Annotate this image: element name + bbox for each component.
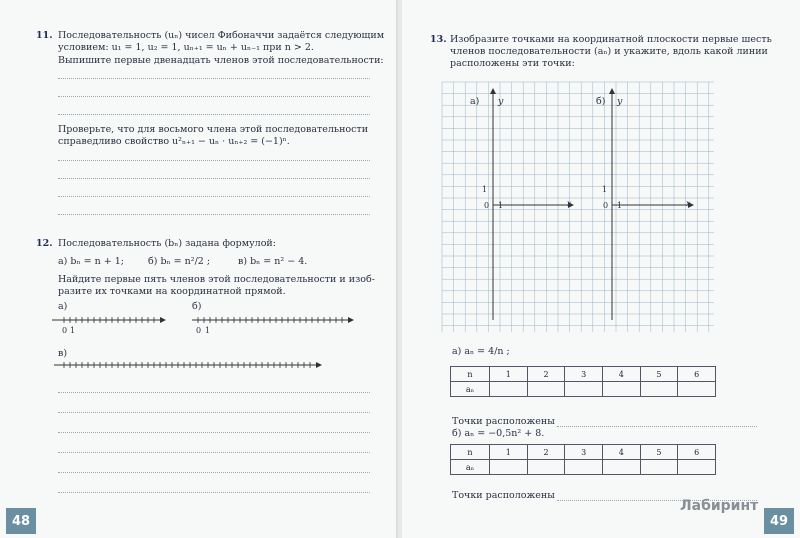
table-row	[451, 367, 716, 382]
arrow-icon	[160, 317, 166, 323]
graph-a-label: а)	[470, 96, 480, 107]
axis-y-label: y	[498, 96, 504, 107]
publisher-logo: Лабиринт	[680, 498, 759, 514]
axis-zero: 0	[62, 326, 68, 335]
task-12-instruction: разите их точками на координатной прямой.	[58, 286, 286, 297]
table-cell-input[interactable]	[678, 382, 716, 397]
values-table-a	[450, 366, 716, 397]
table-cell-input[interactable]	[640, 460, 678, 475]
table-cell-input[interactable]	[602, 460, 640, 475]
table-cell: aₙ	[451, 382, 490, 397]
number-line-a-label: а)	[58, 301, 68, 312]
values-table-b	[450, 444, 716, 475]
page-number-right: 49	[764, 508, 794, 534]
task-13-text: членов последовательности (aₙ) и укажите, вдоль какой линии	[450, 46, 768, 57]
right-page	[402, 0, 800, 538]
number-line-b-label: б)	[192, 301, 202, 312]
table-row	[451, 382, 716, 397]
arrow-icon	[490, 88, 496, 94]
grid-lines	[442, 82, 714, 332]
table-cell: n	[451, 445, 490, 460]
table-cell: 4	[602, 445, 640, 460]
task-11-text: Выпишите первые двенадцать членов этой последовательности:	[58, 55, 384, 66]
table-cell: 2	[527, 445, 565, 460]
table-row	[451, 460, 716, 475]
table-cell: 6	[678, 367, 716, 382]
table-cell-input[interactable]	[490, 460, 528, 475]
formula-b: б) bₙ = n²/2 ;	[148, 256, 211, 267]
part-a-formula: а) aₙ = 4/n ;	[452, 346, 510, 357]
number-lines	[0, 0, 398, 538]
axis-one: 1	[70, 326, 76, 335]
points-text: Точки расположены	[452, 416, 555, 427]
answer-line[interactable]	[58, 492, 370, 493]
table-cell-input[interactable]	[640, 382, 678, 397]
table-cell: 3	[565, 367, 603, 382]
left-page	[0, 0, 398, 538]
table-cell: n	[451, 367, 490, 382]
task-11-check: справедливо свойство u²ₙ₊₁ − uₙ · uₙ₊₂ = (−1)ⁿ.	[58, 136, 290, 147]
axis-y-label: y	[617, 96, 623, 107]
table-cell: 3	[565, 445, 603, 460]
table-cell: 4	[602, 367, 640, 382]
table-cell-input[interactable]	[490, 382, 528, 397]
axis-zero: 0	[484, 201, 490, 210]
task-12-instruction: Найдите первые пять членов этой последовательности и изоб-	[58, 274, 375, 285]
table-cell-input[interactable]	[527, 460, 565, 475]
task-13-number: 13.	[430, 34, 447, 45]
task-11-number: 11.	[36, 30, 53, 41]
answer-line[interactable]	[557, 426, 757, 427]
formula-c: в) bₙ = n² − 4.	[238, 256, 308, 267]
formula-a: а) bₙ = n + 1;	[58, 256, 124, 267]
axis-zero: 0	[196, 326, 202, 335]
task-12-text: Последовательность (bₙ) задана формулой:	[58, 238, 276, 249]
table-cell-input[interactable]	[602, 382, 640, 397]
points-text: Точки расположены	[452, 490, 555, 501]
arrow-icon	[609, 88, 615, 94]
task-11-check: Проверьте, что для восьмого члена этой последовательности	[58, 124, 369, 135]
table-cell: 5	[640, 367, 678, 382]
table-cell-input[interactable]	[565, 382, 603, 397]
task-13-text: расположены эти точки:	[450, 58, 575, 69]
table-cell-input[interactable]	[565, 460, 603, 475]
part-b-formula: б) aₙ = −0,5n² + 8.	[452, 428, 545, 439]
arrow-icon	[316, 362, 322, 368]
axis-x-label: x	[567, 199, 572, 208]
arrow-icon	[348, 317, 354, 323]
table-cell-input[interactable]	[527, 382, 565, 397]
answer-line[interactable]	[58, 452, 370, 453]
task-11-text: Последовательность (uₙ) чисел Фибоначчи задаётся следующим	[58, 30, 385, 41]
table-cell: 2	[527, 367, 565, 382]
table-cell: 1	[490, 367, 528, 382]
answer-line[interactable]	[58, 432, 370, 433]
axis-one: 1	[205, 326, 211, 335]
answer-line[interactable]	[58, 472, 370, 473]
table-cell-input[interactable]	[678, 460, 716, 475]
axis-one: 1	[602, 185, 608, 194]
table-cell: 5	[640, 445, 678, 460]
task-11-text: условием: u₁ = 1, u₂ = 1, uₙ₊₁ = uₙ + uₙ₋₁ при n > 2.	[58, 42, 314, 53]
answer-line[interactable]	[58, 392, 370, 393]
answer-line[interactable]	[58, 412, 370, 413]
page-number-left: 48	[6, 508, 36, 534]
axis-one: 1	[482, 185, 488, 194]
table-cell: 6	[678, 445, 716, 460]
axis-one: 1	[498, 201, 504, 210]
task-13-text: Изобразите точками на координатной плоскости первые шесть	[450, 34, 772, 45]
table-cell: aₙ	[451, 460, 490, 475]
axis-one: 1	[617, 201, 623, 210]
task-12-number: 12.	[36, 238, 53, 249]
axis-zero: 0	[603, 201, 609, 210]
table-cell: 1	[490, 445, 528, 460]
table-row	[451, 445, 716, 460]
axis-x-label: x	[686, 199, 691, 208]
graph-b-label: б)	[596, 96, 606, 107]
number-line-c-label: в)	[58, 348, 68, 359]
